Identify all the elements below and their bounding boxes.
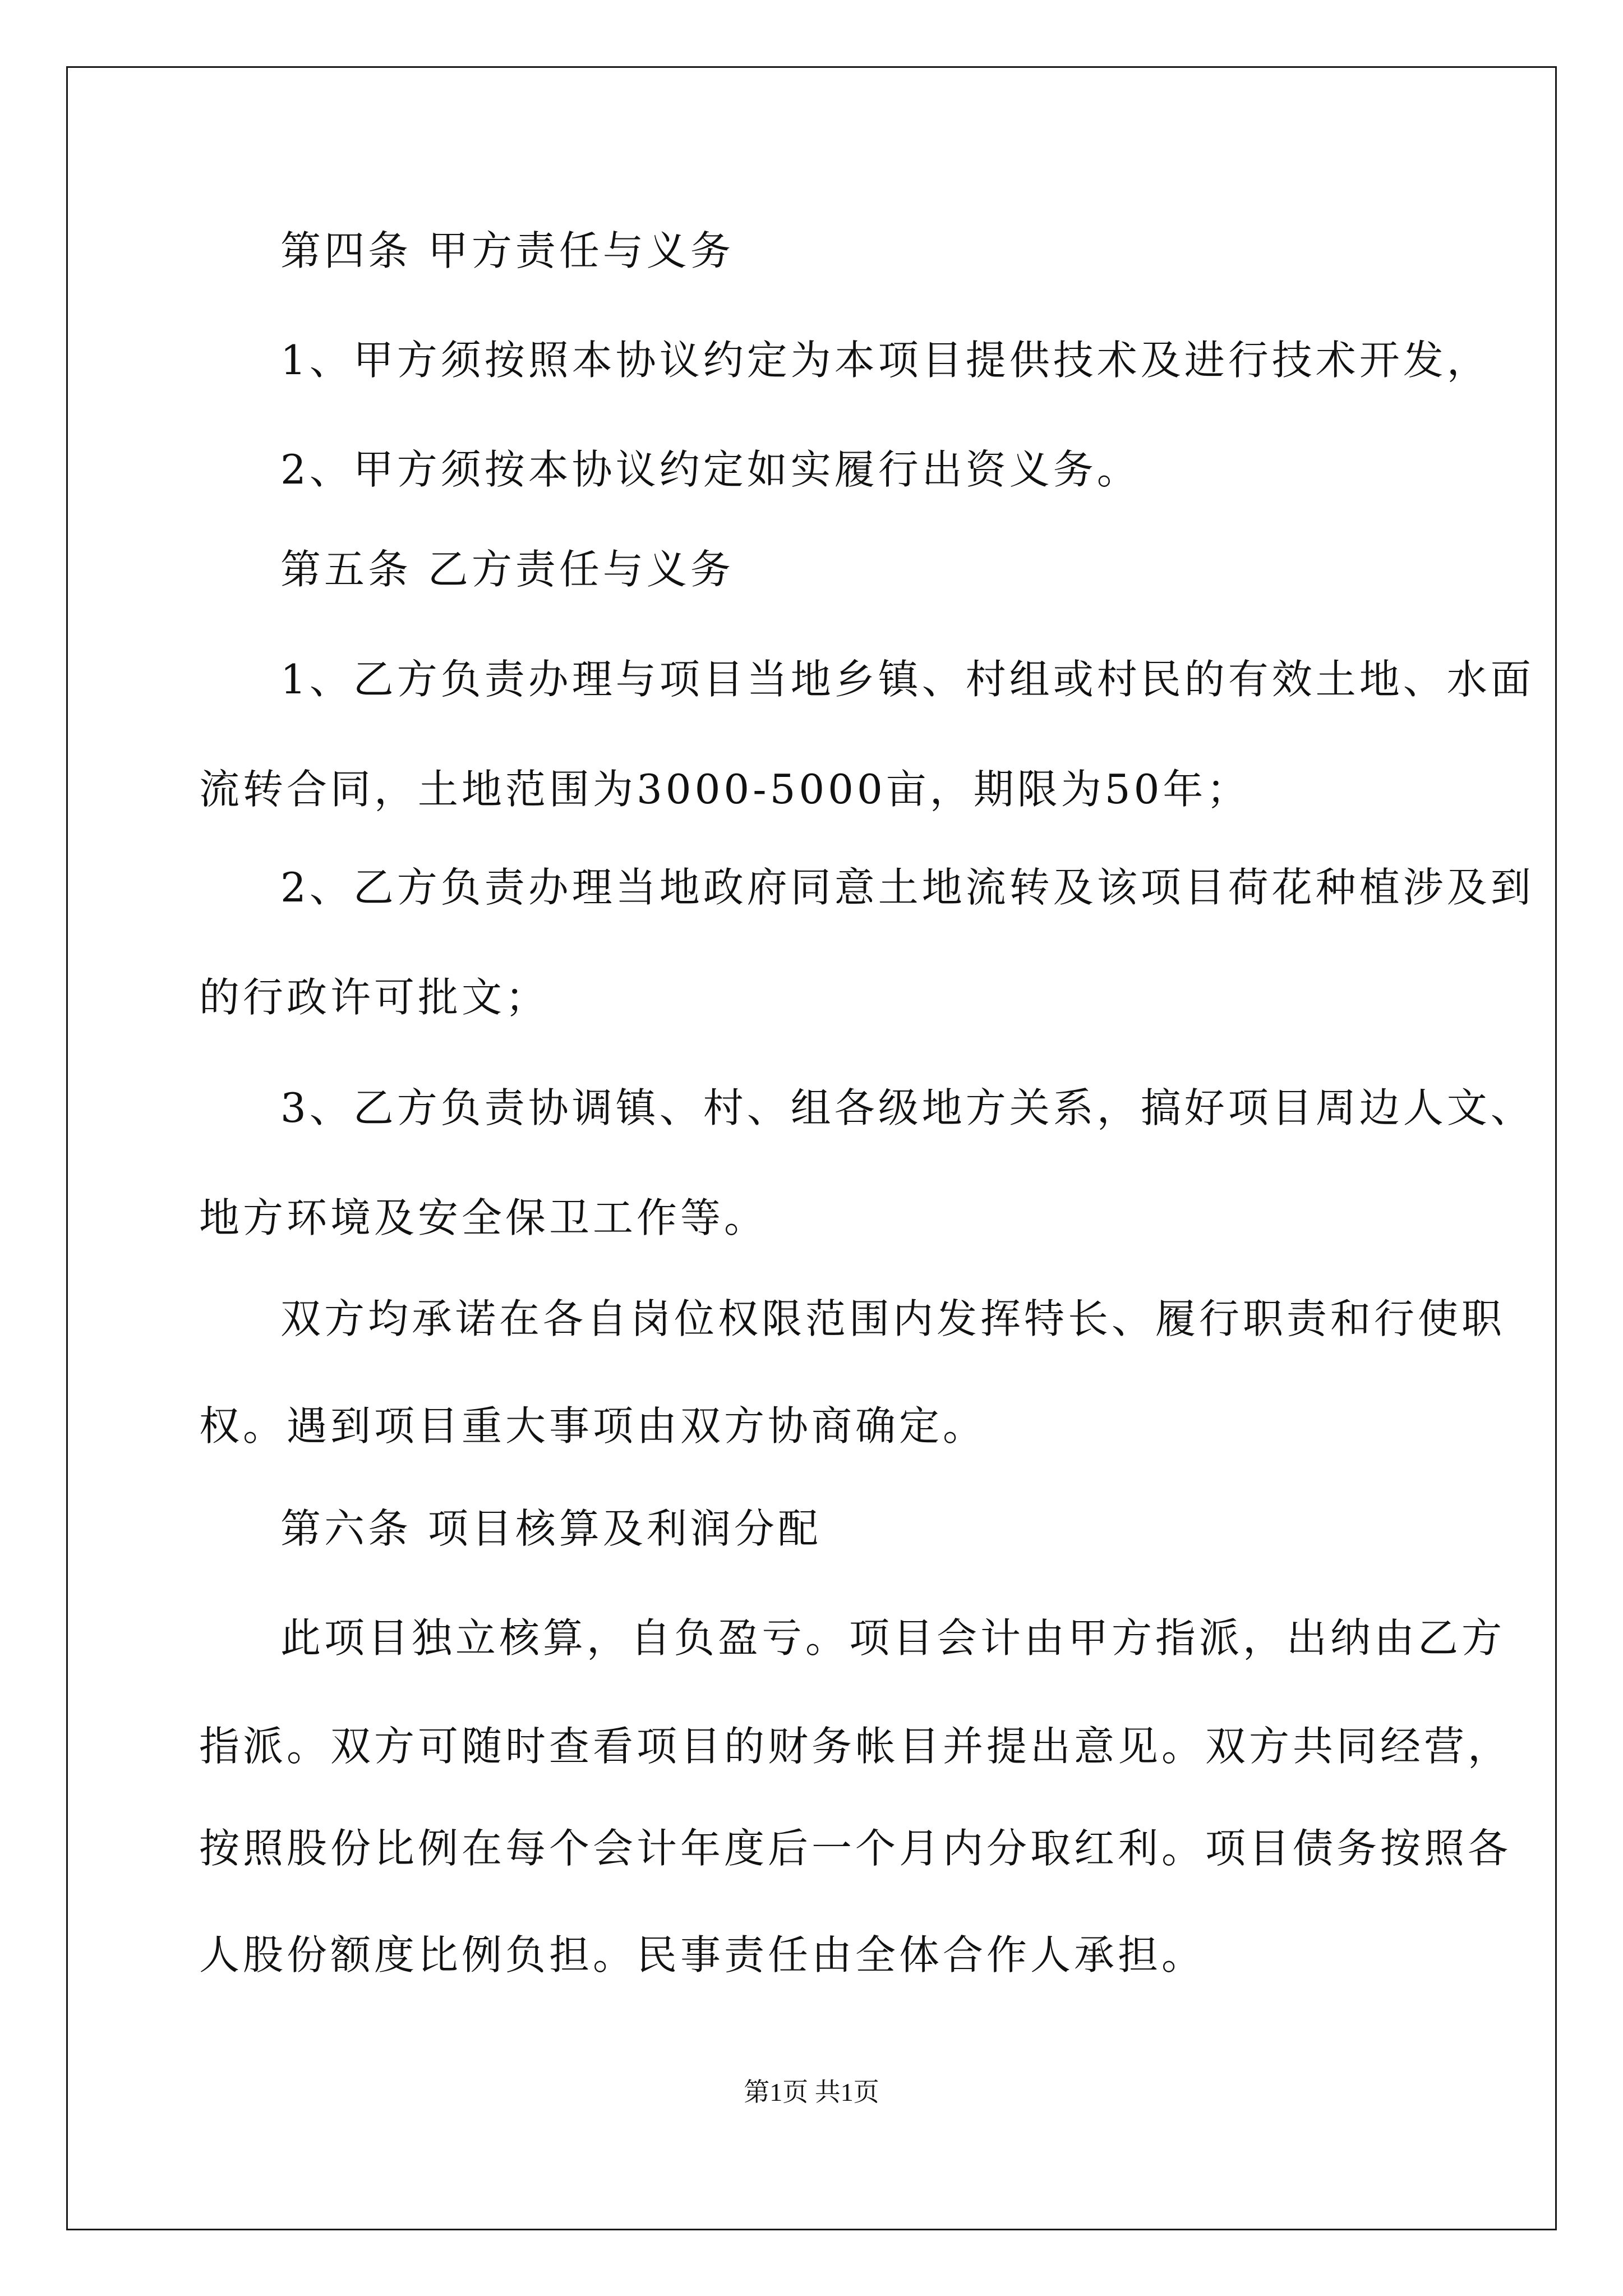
article-4-item-2: 2、甲方须按本协议约定如实履行出资义务。 <box>280 446 1141 493</box>
article-5-item-2-cont: 的行政许可批文； <box>199 974 550 1021</box>
article-6-para-line-2: 指派。双方可随时查看项目的财务帐目并提出意见。双方共同经营， <box>199 1723 1512 1770</box>
page-footer: 第1页 共1页 <box>744 2078 879 2106</box>
article-6-para-line-1: 此项目独立核算，自负盈亏。项目会计由甲方指派，出纳由乙方 <box>280 1614 1506 1662</box>
mutual-commitment-cont: 权。遇到项目重大事项由双方协商确定。 <box>199 1402 987 1450</box>
article-5-item-3-cont: 地方环境及安全保卫工作等。 <box>199 1194 768 1241</box>
article-6-para-line-4: 人股份额度比例负担。民事责任由全体合作人承担。 <box>199 1931 1206 1978</box>
article-5-item-3: 3、乙方负责协调镇、村、组各级地方关系，搞好项目周边人文、 <box>280 1084 1534 1131</box>
article-4-item-1: 1、甲方须按照本协议约定为本项目提供技术及进行技术开发， <box>280 337 1491 384</box>
mutual-commitment: 双方均承诺在各自岗位权限范围内发挥特长、履行职责和行使职 <box>280 1295 1506 1342</box>
article-5-heading: 第五条 乙方责任与义务 <box>280 546 734 593</box>
article-5-item-2: 2、乙方负责办理当地政府同意土地流转及该项目荷花种植涉及到 <box>280 864 1534 911</box>
article-4-heading: 第四条 甲方责任与义务 <box>280 227 734 274</box>
page-border <box>66 66 1557 2230</box>
article-6-para-line-3: 按照股份比例在每个会计年度后一个月内分取红利。项目债务按照各 <box>199 1825 1512 1872</box>
article-5-item-1-cont: 流转合同，土地范围为3000-5000亩，期限为50年； <box>199 766 1251 813</box>
article-5-item-1: 1、乙方负责办理与项目当地乡镇、村组或村民的有效土地、水面 <box>280 656 1534 703</box>
article-6-heading: 第六条 项目核算及利润分配 <box>280 1505 822 1552</box>
